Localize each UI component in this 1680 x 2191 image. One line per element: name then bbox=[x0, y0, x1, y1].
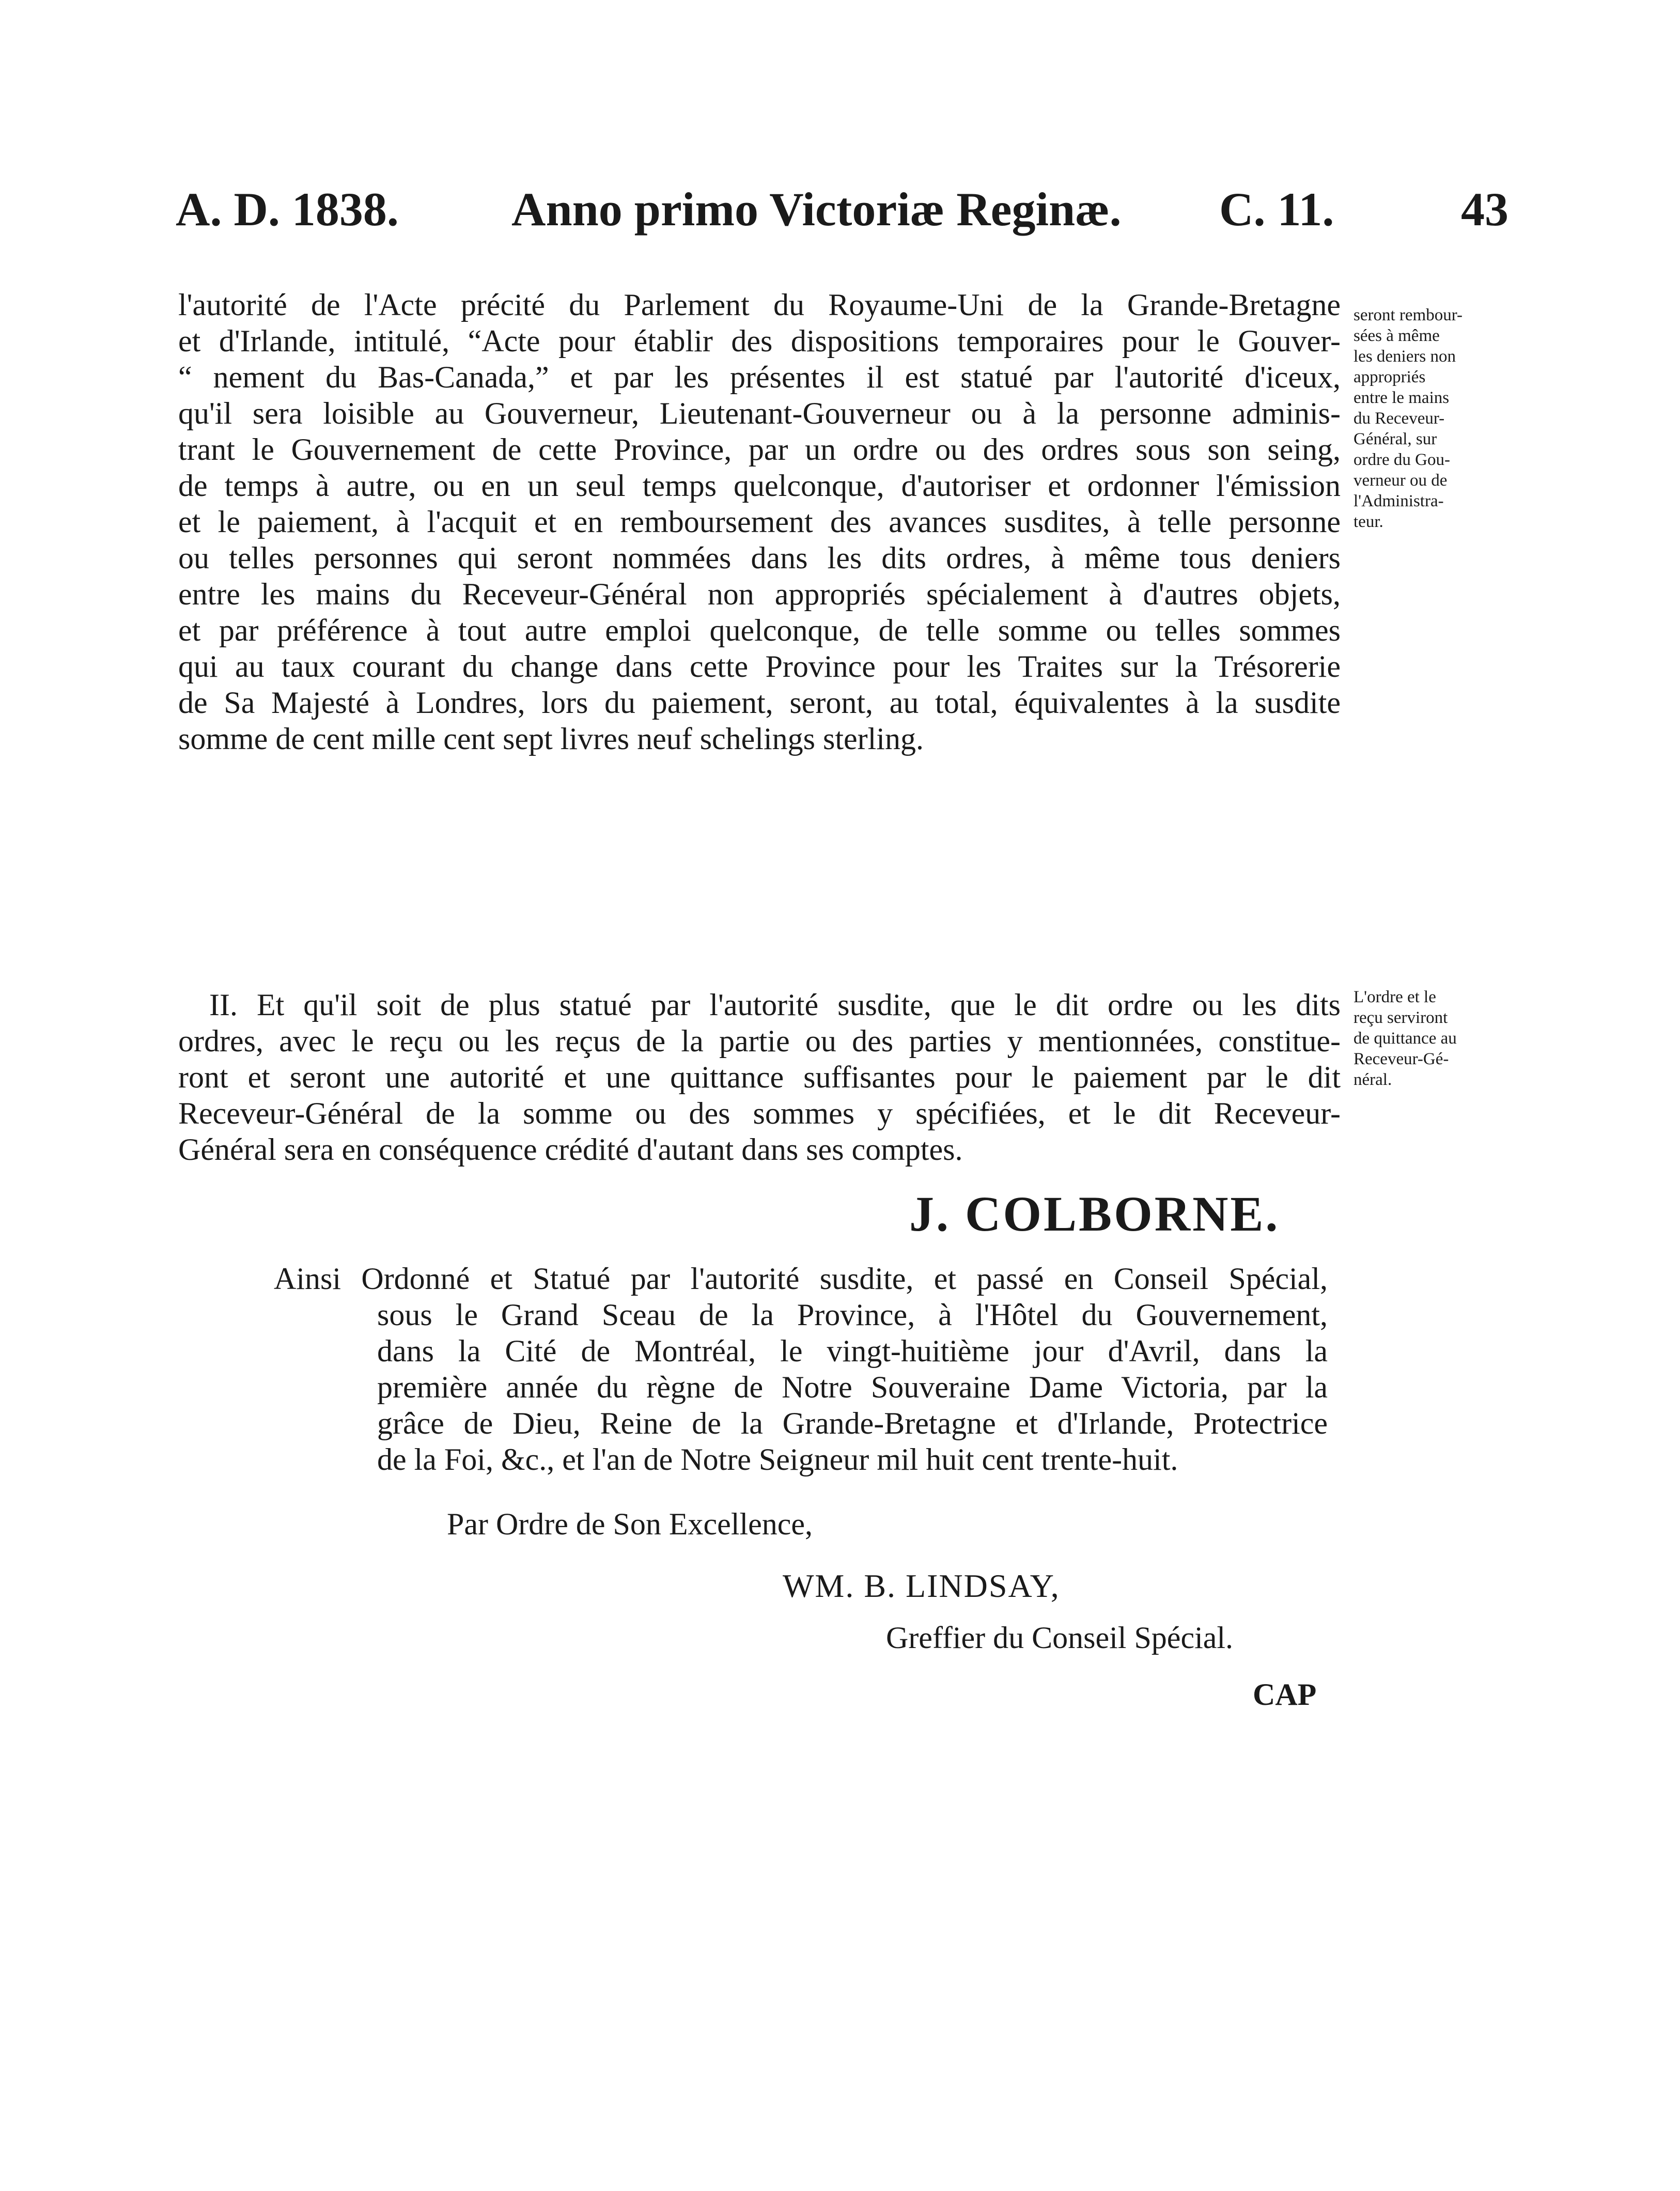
margin-note-line: verneur ou de bbox=[1354, 471, 1448, 490]
text-line: et d'Irlande, intitulé, “Acte pour établir des dispositions temporaires pour le Gouver- bbox=[178, 324, 1341, 358]
text-line: Général sera en conséquence crédité d'autant dans ses comptes. bbox=[178, 1132, 963, 1167]
enacting-clause-first-line bbox=[274, 1261, 1328, 1297]
margin-note-line: L'ordre et le bbox=[1354, 988, 1436, 1006]
margin-note-2 bbox=[1354, 987, 1457, 1090]
text-line: Receveur-Général de la somme ou des sommes y spécifiées, et le dit Receveur- bbox=[178, 1096, 1341, 1130]
header-title: Anno primo Victoriæ Reginæ. bbox=[511, 183, 1122, 236]
margin-note-line: sées à même bbox=[1354, 327, 1440, 345]
margin-note-line: entre le mains bbox=[1354, 389, 1450, 407]
margin-note-line: teur. bbox=[1354, 512, 1383, 531]
text-line: Ainsi Ordonné et Statué par l'autorité susdite, et passé en Conseil Spécial, bbox=[274, 1262, 1328, 1296]
running-header bbox=[176, 181, 1508, 243]
text-line: ou telles personnes qui seront nommées dans les dits ordres, à même tous deniers bbox=[178, 541, 1341, 575]
text-line: l'autorité de l'Acte précité du Parlement du Royaume-Uni de la Grande-Bretagne bbox=[178, 288, 1341, 322]
margin-note-line: appropriés bbox=[1354, 368, 1426, 386]
text-line: qui au taux courant du change dans cette Province pour les Traites sur la Trésorerie bbox=[178, 649, 1341, 683]
text-line: de la Foi, &c., et l'an de Notre Seigneur mil huit cent trente-huit. bbox=[377, 1442, 1178, 1477]
text-line: II. Et qu'il soit de plus statué par l'autorité susdite, que le dit ordre ou les dits bbox=[209, 988, 1341, 1022]
text-line: ront et seront une autorité et une quittance suffisantes pour le paiement par le dit bbox=[178, 1060, 1341, 1094]
section-1-text bbox=[178, 287, 1341, 757]
text-line: entre les mains du Receveur-Général non appropriés spécialement à d'autres objets, bbox=[178, 577, 1341, 611]
text-line: première année du règne de Notre Souveraine Dame Victoria, par la bbox=[377, 1370, 1328, 1404]
clerk-title: Greffier du Conseil Spécial. bbox=[886, 1621, 1234, 1655]
text-line: et le paiement, à l'acquit et en remboursement des avances susdites, à telle personne bbox=[178, 505, 1341, 539]
text-line: de Sa Majesté à Londres, lors du paiement, seront, au total, équivalentes à la susdite bbox=[178, 686, 1341, 720]
margin-note-line: reçu serviront bbox=[1354, 1008, 1448, 1027]
text-line: et par préférence à tout autre emploi quelconque, de telle somme ou telles sommes bbox=[178, 613, 1341, 647]
margin-note-line: seront rembour- bbox=[1354, 306, 1463, 324]
governor-signature: J. COLBORNE. bbox=[909, 1186, 1280, 1241]
margin-note-line: de quittance au bbox=[1354, 1029, 1457, 1048]
enacting-clause bbox=[377, 1297, 1328, 1478]
by-order-line: Par Ordre de Son Excellence, bbox=[447, 1507, 813, 1541]
margin-note-1 bbox=[1354, 305, 1463, 532]
section-2-text bbox=[178, 987, 1341, 1168]
margin-note-line: du Receveur- bbox=[1354, 409, 1445, 428]
text-line: somme de cent mille cent sept livres neuf schelings sterling. bbox=[178, 722, 924, 756]
header-chapter: C. 11. bbox=[1219, 183, 1334, 236]
header-year: A. D. 1838. bbox=[176, 183, 399, 236]
text-line: sous le Grand Sceau de la Province, à l'Hôtel du Gouvernement, bbox=[377, 1298, 1328, 1332]
text-line: ordres, avec le reçu ou les reçus de la partie ou des parties y mentionnées, constitue- bbox=[178, 1024, 1341, 1058]
page-number: 43 bbox=[1461, 183, 1508, 236]
text-line: trant le Gouvernement de cette Province, par un ordre ou des ordres sous son seing, bbox=[178, 432, 1341, 467]
margin-note-line: néral. bbox=[1354, 1070, 1392, 1089]
text-line: qu'il sera loisible au Gouverneur, Lieutenant-Gouverneur ou à la personne adminis- bbox=[178, 396, 1341, 430]
margin-note-line: Général, sur bbox=[1354, 430, 1437, 448]
text-line: de temps à autre, ou en un seul temps quelconque, d'autoriser et ordonner l'émission bbox=[178, 469, 1341, 503]
text-line: grâce de Dieu, Reine de la Grande-Bretagne et d'Irlande, Protectrice bbox=[377, 1406, 1328, 1440]
text-line: dans la Cité de Montréal, le vingt-huitième jour d'Avril, dans la bbox=[377, 1334, 1328, 1368]
margin-note-line: l'Administra- bbox=[1354, 492, 1444, 510]
clerk-name: WM. B. LINDSAY, bbox=[783, 1567, 1060, 1604]
margin-note-line: les deniers non bbox=[1354, 347, 1456, 366]
margin-note-line: ordre du Gou- bbox=[1354, 450, 1450, 469]
margin-note-line: Receveur-Gé- bbox=[1354, 1050, 1449, 1068]
text-line: “ nement du Bas-Canada,” et par les présentes il est statué par l'autorité d'iceux, bbox=[178, 360, 1341, 394]
catchword: CAP bbox=[1253, 1677, 1317, 1712]
